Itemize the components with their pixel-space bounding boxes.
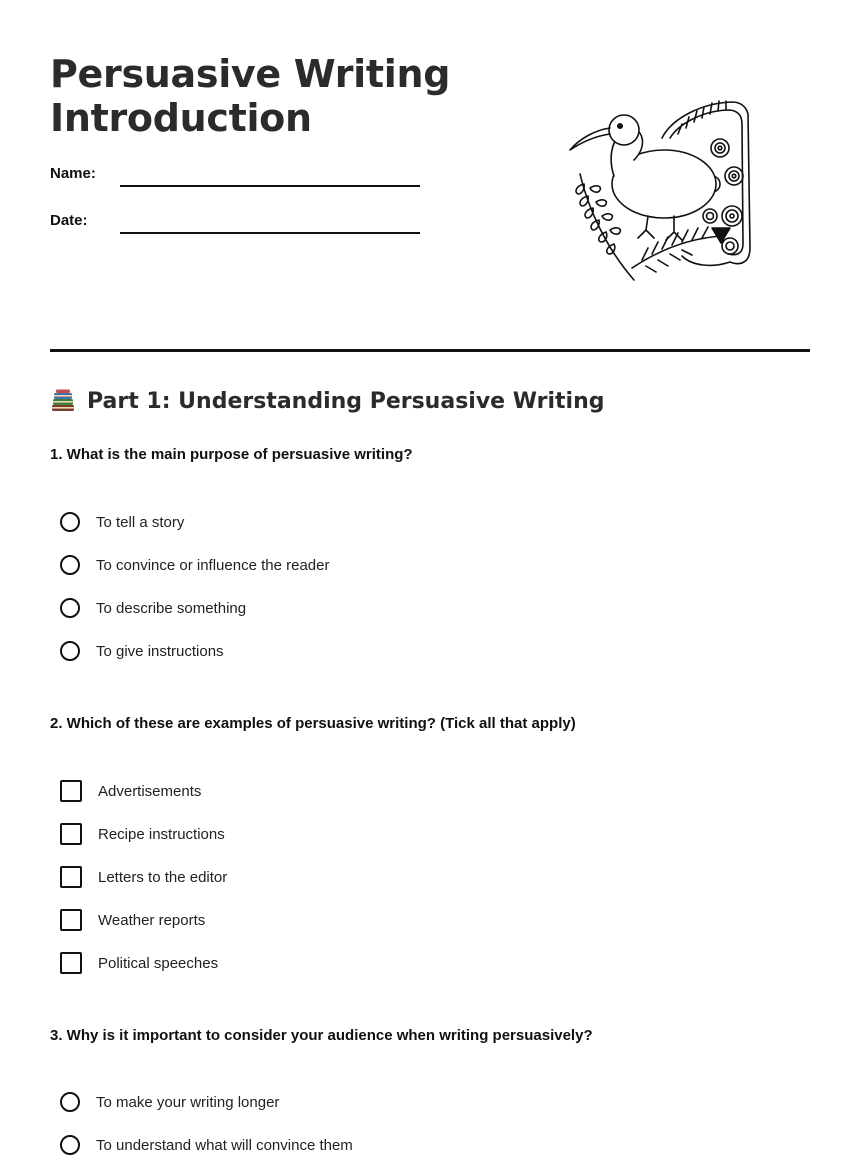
- checkbox[interactable]: [60, 909, 82, 931]
- q1-option-label: To give instructions: [96, 642, 224, 660]
- section-divider: [50, 349, 810, 352]
- q1-option[interactable]: [60, 553, 329, 577]
- checkbox[interactable]: [60, 823, 82, 845]
- name-line[interactable]: [120, 185, 420, 187]
- books-icon: [50, 388, 76, 414]
- q1-option-label: To describe something: [96, 599, 247, 617]
- radio-button[interactable]: [60, 641, 80, 661]
- q1-option[interactable]: [60, 639, 224, 663]
- checkbox[interactable]: [60, 952, 82, 974]
- q1-option[interactable]: [60, 510, 184, 534]
- page-title: [50, 52, 450, 140]
- radio-button[interactable]: [60, 555, 80, 575]
- question-2-text: 2. Which of these are examples of persuasive writing? (Tick all that apply): [50, 715, 576, 732]
- question-3-text: 3. Why is it important to consider your audience when writing persuasively?: [50, 1027, 593, 1044]
- q2-option-label: Letters to the editor: [98, 868, 228, 886]
- q2-option[interactable]: [60, 822, 225, 846]
- part1-heading-text: Part 1: Understanding Persuasive Writing: [87, 388, 605, 414]
- title-line-2: Introduction: [50, 96, 312, 140]
- checkbox[interactable]: [60, 866, 82, 888]
- radio-button[interactable]: [60, 1092, 80, 1112]
- q2-option[interactable]: [60, 779, 201, 803]
- checkbox[interactable]: [60, 780, 82, 802]
- date-label: Date:: [50, 212, 88, 229]
- q2-option-label: Advertisements: [98, 782, 202, 800]
- title-line-1: Persuasive Writing: [50, 52, 451, 96]
- q3-option[interactable]: [60, 1133, 353, 1157]
- part1-heading: [50, 388, 604, 414]
- q3-option[interactable]: [60, 1090, 279, 1114]
- kiwi-bird-with-fern-and-koru-icon: [562, 98, 758, 284]
- date-line[interactable]: [120, 232, 420, 234]
- radio-button[interactable]: [60, 598, 80, 618]
- q2-option[interactable]: [60, 908, 205, 932]
- name-label: Name:: [50, 165, 96, 182]
- radio-button[interactable]: [60, 512, 80, 532]
- q2-option[interactable]: [60, 951, 218, 975]
- q2-option-label: Political speeches: [98, 954, 219, 972]
- q1-option-label: To tell a story: [96, 513, 185, 531]
- q3-option-label: To make your writing longer: [96, 1093, 280, 1111]
- q2-option-label: Weather reports: [98, 911, 206, 929]
- question-1-text: 1. What is the main purpose of persuasive writing?: [50, 446, 413, 463]
- q1-option-label: To convince or influence the reader: [96, 556, 330, 574]
- q2-option[interactable]: [60, 865, 227, 889]
- q1-option[interactable]: [60, 596, 246, 620]
- q2-option-label: Recipe instructions: [98, 825, 225, 843]
- q3-option-label: To understand what will convince them: [96, 1136, 353, 1154]
- radio-button[interactable]: [60, 1135, 80, 1155]
- name-field[interactable]: [50, 165, 420, 189]
- date-field[interactable]: [50, 212, 420, 236]
